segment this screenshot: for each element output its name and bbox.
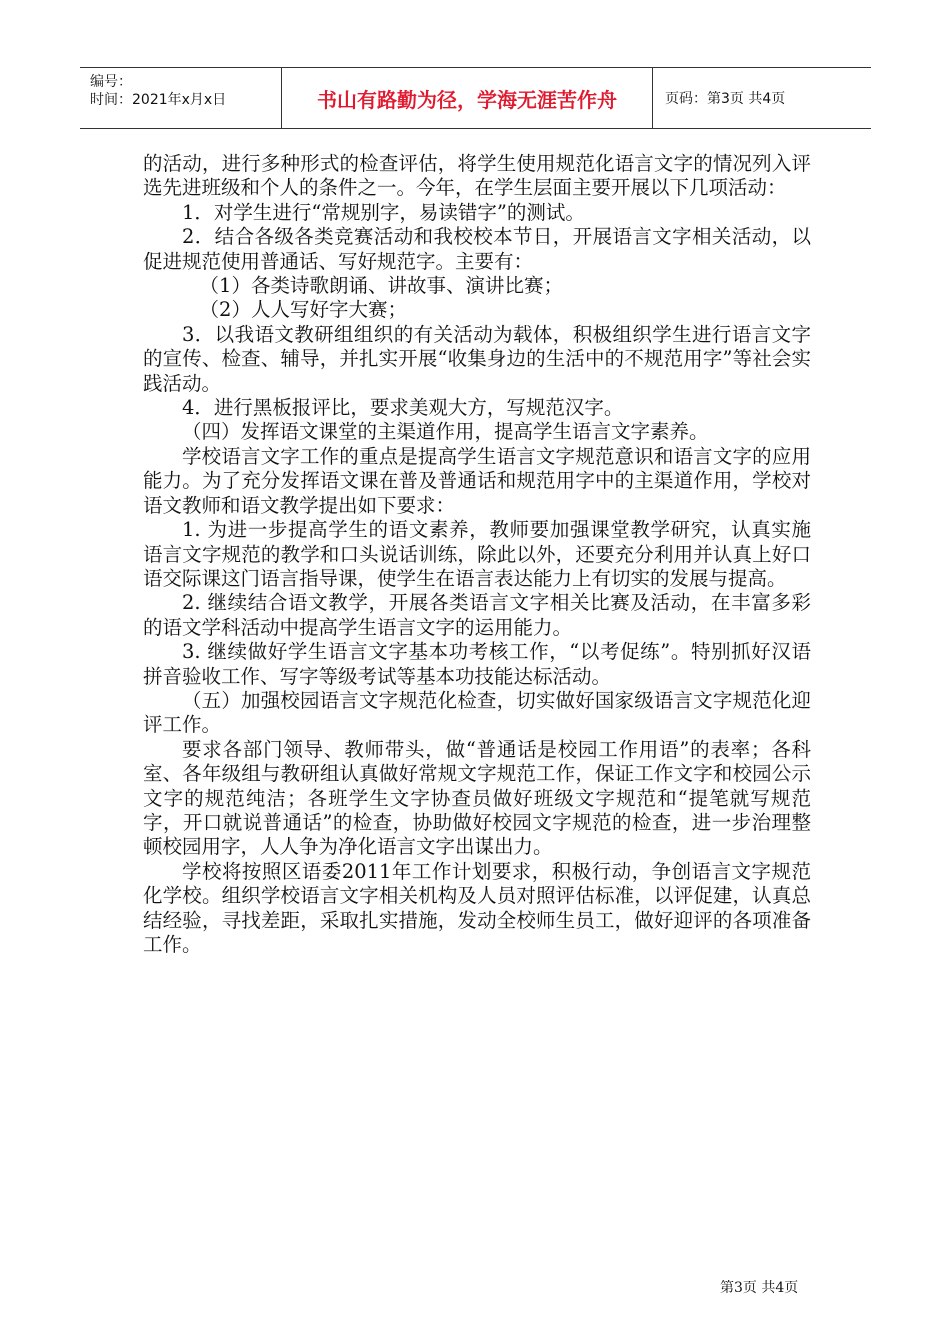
header-meta	[80, 68, 282, 128]
header-page-code: 页码：第3页 共4页	[665, 91, 786, 107]
section-heading: （五）加强校园语言文字规范化检查，切实做好国家级语言文字规范化迎评工作。	[143, 688, 811, 737]
document-body	[143, 152, 811, 957]
paragraph: （2）人人写好字大赛；	[199, 298, 407, 322]
page-footer: 第3页 共4页	[720, 1280, 799, 1296]
document-number-label: 编号：	[90, 74, 132, 90]
header-motto: 书山有路勤为径，学海无涯苦作舟	[282, 68, 653, 128]
paragraph: 学校语言文字工作的重点是提高学生语言文字规范意识和语言文字的应用能力。为了充分发挥语文课在普及普通话和规范用字中的主渠道作用，学校对语文教师和语文教学提出如下要求：	[143, 444, 811, 517]
paragraph: 要求各部门领导、教师带头，做“普通话是校园工作用语”的表率；各科室、各年级组与教研组认真做好常规文字规范工作，保证工作文字和校园公示文字的规范纯洁；各班学生文字协查员做好班级文字规范和“提笔就写规范字，开口就说普通话”的检查，协助做好校园文字规范的检查，进一步治理整顿校园用字，人人争为净化语言文字出谋出力。	[143, 737, 811, 859]
document-time-label: 时间：2021年x月x日	[90, 92, 227, 108]
paragraph: 3．以我语文教研组组织的有关活动为载体，积极组织学生进行语言文字的宣传、检查、辅导，并扎实开展“收集身边的生活中的不规范用字”等社会实践活动。	[143, 322, 811, 395]
section-heading: （四）发挥语文课堂的主渠道作用，提高学生语言文字素养。	[182, 420, 709, 444]
page-header	[80, 67, 871, 129]
paragraph: 2．结合各级各类竞赛活动和我校校本节日，开展语言文字相关活动，以促进规范使用普通话、写好规范字。主要有：	[143, 225, 811, 273]
paragraph: 学校将按照区语委2011年工作计划要求，积极行动，争创语言文字规范化学校。组织学校语言文字相关机构及人员对照评估标准，以评促建，认真总结经验，寻找差距，采取扎实措施，发动全校师生员工，做好迎评的各项准备工作。	[143, 859, 811, 956]
paragraph: 1. 为进一步提高学生的语文素养，教师要加强课堂教学研究，认真实施语言文字规范的教学和口头说话训练，除此以外，还要充分利用并认真上好口语交际课这门语言指导课，使学生在语言表达能力上有切实的发展与提高。	[143, 518, 811, 590]
paragraph: 1．对学生进行“常规别字，易读错字”的测试。	[182, 200, 585, 224]
paragraph: 3. 继续做好学生语言文字基本功考核工作，“以考促练”。特别抓好汉语拼音验收工作、写字等级考试等基本功技能达标活动。	[143, 640, 811, 688]
paragraph: （1）各类诗歌朗诵、讲故事、演讲比赛；	[199, 274, 563, 298]
paragraph: 4．进行黑板报评比，要求美观大方，写规范汉字。	[182, 396, 624, 420]
paragraph: 2. 继续结合语文教学，开展各类语言文字相关比赛及活动，在丰富多彩的语文学科活动中提高学生语言文字的运用能力。	[143, 591, 811, 639]
paragraph: 的活动，进行多种形式的检查评估，将学生使用规范化语言文字的情况列入评选先进班级和个人的条件之一。今年，在学生层面主要开展以下几项活动：	[143, 152, 811, 200]
